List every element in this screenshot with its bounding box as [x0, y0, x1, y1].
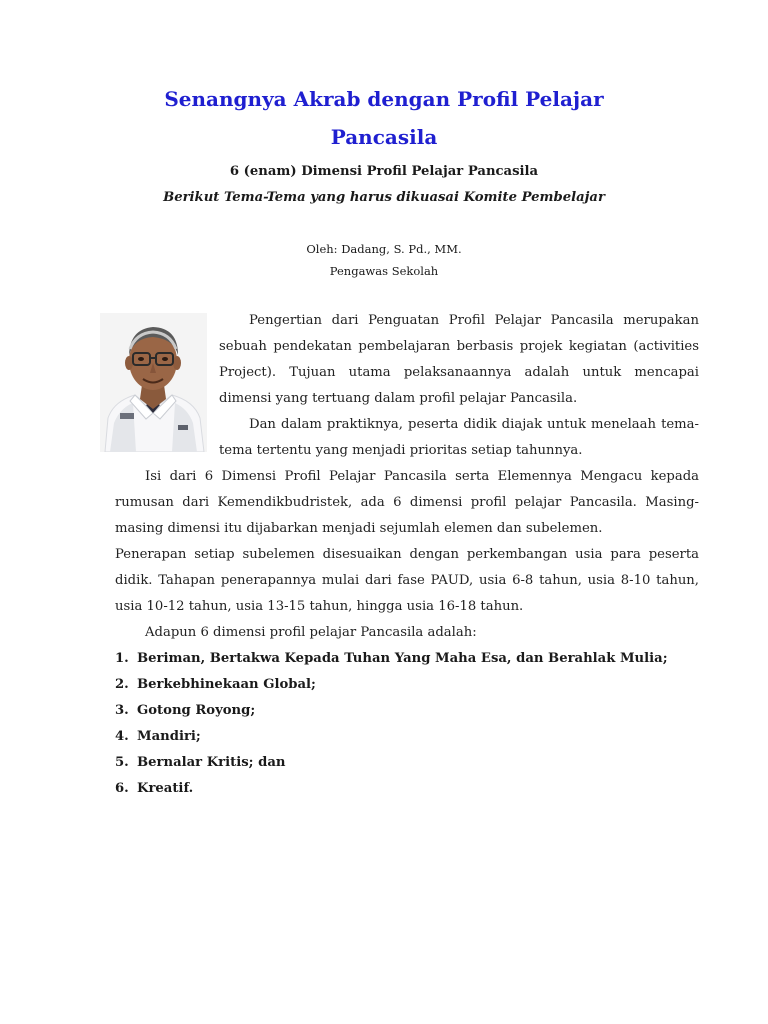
- dimension-number: 3.: [115, 703, 129, 718]
- paragraph-definition: Pengertian dari Penguatan Profil Pelajar Pancasila merupakan sebuah pendekatan pembelajaran berbasis projek kegiatan (activities Project). Tujuan utama pelaksanaannya adalah untuk mencapai dimensi yang tertuang dalam profil pelajar Pancasila.: [219, 313, 699, 406]
- dimension-item: [115, 672, 699, 698]
- dimension-item: [115, 750, 699, 776]
- paragraph-implementation: Penerapan setiap subelemen disesuaikan dengan perkembangan usia para peserta didik. Tahapan penerapannya mulai dari fase PAUD, usia 6-8 tahun, usia 8-10 tahun, usia 10-12 tahun, usia 13-15 tahun, hingga usia 16-18 tahun.: [115, 547, 699, 614]
- dimension-text: Berkebhinekaan Global;: [137, 677, 316, 692]
- dimension-number: 1.: [115, 651, 129, 666]
- article-body: [115, 308, 699, 802]
- dimension-item: [115, 646, 699, 672]
- byline: [60, 238, 708, 282]
- photo-spacer: [115, 308, 219, 448]
- paragraph-dimensions-intro: Isi dari 6 Dimensi Profil Pelajar Pancasila serta Elemennya Mengacu kepada rumusan dari Kemendikbudristek, ada 6 dimensi profil pelajar Pancasila. Masing-masing dimensi itu dijabarkan menjadi sejumlah elemen dan subelemen.: [115, 469, 699, 536]
- dimension-text: Kreatif.: [137, 781, 194, 796]
- dimension-item: [115, 724, 699, 750]
- dimension-number: 6.: [115, 781, 129, 796]
- author-name: Oleh: Dadang, S. Pd., MM.: [306, 242, 462, 256]
- subtitle: 6 (enam) Dimensi Profil Pelajar Pancasila: [229, 164, 539, 179]
- dimension-list: [115, 646, 699, 802]
- dimension-number: 2.: [115, 677, 129, 692]
- title-line-2: Pancasila: [330, 125, 438, 149]
- dimension-text: Beriman, Bertakwa Kepada Tuhan Yang Maha Esa, dan Berahlak Mulia;: [137, 651, 668, 666]
- title-line-1: Senangnya Akrab dengan Profil Pelajar: [164, 87, 604, 111]
- document-title: [60, 80, 708, 156]
- dimension-number: 5.: [115, 755, 129, 770]
- dimension-text: Bernalar Kritis; dan: [137, 755, 286, 770]
- paragraph-list-intro: Adapun 6 dimensi profil pelajar Pancasila adalah:: [145, 625, 477, 640]
- author-role: Pengawas Sekolah: [329, 264, 439, 278]
- dimension-text: Mandiri;: [137, 729, 201, 744]
- dimension-number: 4.: [115, 729, 129, 744]
- dimension-text: Gotong Royong;: [137, 703, 256, 718]
- dimension-item: [115, 776, 699, 802]
- dimension-item: [115, 698, 699, 724]
- subtitle-themes: Berikut Tema-Tema yang harus dikuasai Komite Pembelajar: [163, 190, 605, 205]
- paragraph-practice: Dan dalam praktiknya, peserta didik diajak untuk menelaah tema-tema tertentu yang menjadi prioritas setiap tahunnya.: [219, 417, 699, 458]
